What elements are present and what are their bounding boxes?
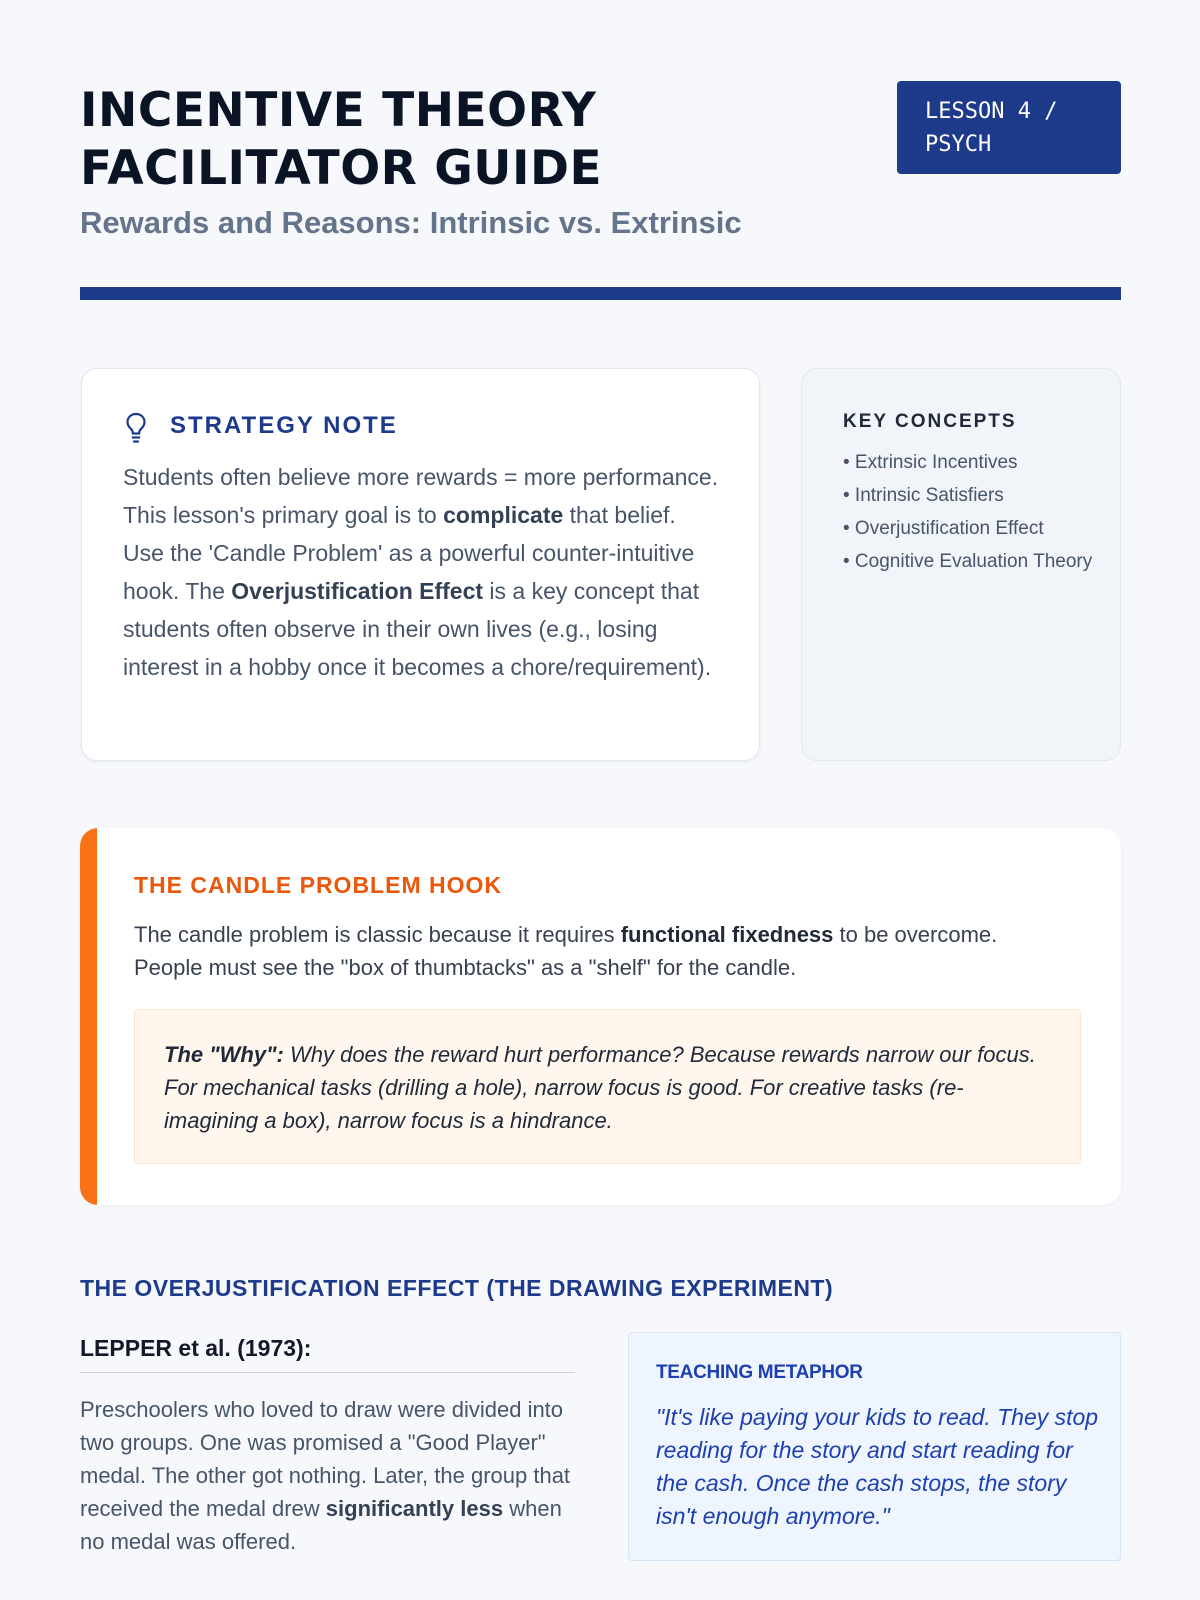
- strategy-note-text: [123, 458, 723, 686]
- badge-line-1: LESSON 4 /: [925, 99, 1058, 124]
- key-concepts-card: [801, 368, 1121, 761]
- key-concept-item: • Overjustification Effect: [843, 518, 1044, 539]
- study-emphasis: significantly less: [325, 1496, 504, 1521]
- why-text: Why does the reward hurt performance? Because rewards narrow our focus. For mechanical tasks (drilling a hole), narrow focus is good. For creative tasks (re-imagining a box), narrow focus is a hindrance.: [164, 1042, 1036, 1133]
- lesson-badge: [897, 81, 1121, 174]
- lightbulb-icon: [124, 411, 148, 445]
- key-concept-item: • Extrinsic Incentives: [843, 452, 1018, 473]
- strategy-text-part: that belief. Use the 'Candle Problem' as a powerful counter-intuitive hook. The: [123, 502, 695, 604]
- study-text-part: when no medal was offered.: [80, 1496, 562, 1554]
- title-line-1: INCENTIVE THEORY: [80, 83, 597, 138]
- candle-emphasis: functional fixedness: [620, 922, 834, 947]
- key-concepts-list: [843, 449, 1093, 581]
- candle-problem-card: [80, 828, 1121, 1205]
- study-title: LEPPER et al. (1973):: [80, 1335, 312, 1361]
- page-title: [80, 82, 800, 198]
- strategy-emphasis: Overjustification Effect: [231, 578, 484, 604]
- strategy-emphasis: complicate: [443, 502, 564, 528]
- candle-problem-heading: THE CANDLE PROBLEM HOOK: [134, 872, 502, 898]
- strategy-text-part: is a key concept that students often observe in their own lives (e.g., losing interest in a hobby once it becomes a chore/requirement).: [123, 578, 712, 680]
- strategy-note-heading: STRATEGY NOTE: [170, 412, 398, 439]
- why-label: The "Why":: [164, 1042, 284, 1067]
- header-divider: [80, 287, 1121, 300]
- teaching-metaphor-quote: "It's like paying your kids to read. They stop reading for the story and start reading for the cash. Once the cash stops, the story isn't enough anymore.": [656, 1404, 1099, 1529]
- card-accent-bar: [80, 828, 97, 1205]
- strategy-note-card: [81, 368, 760, 761]
- study-divider: [80, 1372, 575, 1373]
- candle-text-part: The candle problem is classic because it requires: [134, 922, 621, 947]
- key-concept-item: • Cognitive Evaluation Theory: [843, 551, 1093, 572]
- study-text-part: Preschoolers who loved to draw were divided into two groups. One was promised a "Good Player" medal. The other got nothing. Later, the group that received the medal drew: [80, 1397, 571, 1521]
- key-concept-item: • Intrinsic Satisfiers: [843, 485, 1004, 506]
- title-line-2: FACILITATOR GUIDE: [80, 141, 603, 196]
- teaching-metaphor-card: [628, 1332, 1121, 1561]
- teaching-metaphor-heading: TEACHING METAPHOR: [656, 1362, 863, 1383]
- why-callout: [134, 1009, 1081, 1164]
- study-description: [80, 1393, 575, 1558]
- candle-problem-text: [134, 918, 1054, 984]
- badge-line-2: PSYCH: [925, 132, 992, 157]
- strategy-text-part: Students often believe more rewards = more performance. This lesson's primary goal is to: [123, 464, 719, 528]
- key-concepts-heading: KEY CONCEPTS: [843, 411, 1017, 432]
- candle-text-part: to be overcome. People must see the "box of thumbtacks" as a "shelf" for the candle.: [134, 922, 998, 980]
- page-subtitle: Rewards and Reasons: Intrinsic vs. Extrinsic: [80, 205, 742, 240]
- overjustification-heading: THE OVERJUSTIFICATION EFFECT (THE DRAWING EXPERIMENT): [80, 1275, 834, 1301]
